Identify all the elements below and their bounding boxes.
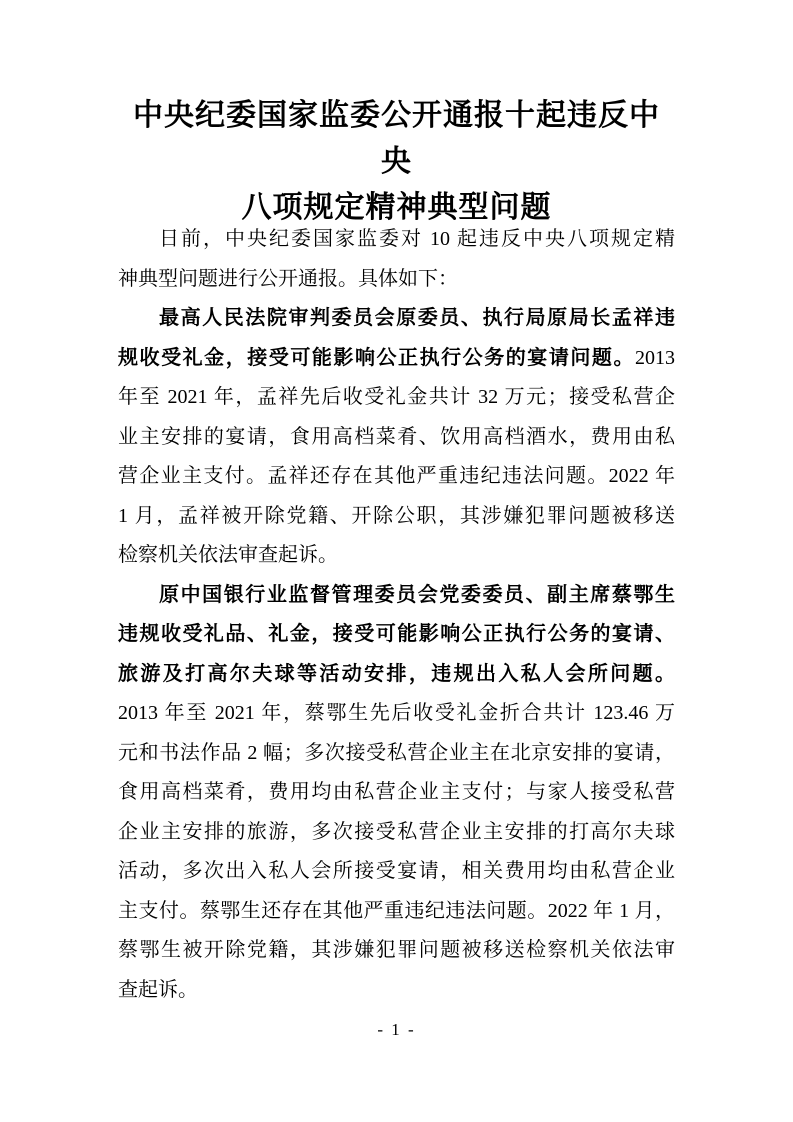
body-text: 元和书法作品 2 幅；多次接受私营企业主在北京安排的宴请， [118, 741, 675, 764]
document-line [118, 615, 675, 655]
bold-text: 最高人民法院审判委员会原委员、执行局原局长孟祥违 [159, 307, 675, 329]
bold-text: 原中国银行业监督管理委员会党委委员、副主席蔡鄂生 [159, 583, 675, 606]
body-text: 1 月，孟祥被开除党籍、开除公职，其涉嫌犯罪问题被移送 [118, 504, 675, 527]
document-line [118, 536, 675, 576]
paragraph [118, 576, 675, 1011]
bold-text: 违规收受礼品、礼金，接受可能影响公正执行公务的宴请、 [118, 623, 675, 645]
body-text: 年至 2021 年，孟祥先后收受礼金共计 32 万元；接受私营企 [118, 386, 675, 408]
body-text: 活动，多次出入私人会所接受宴请，相关费用均由私营企业 [118, 860, 675, 882]
page-number: - 1 - [377, 1020, 416, 1039]
document-line [118, 378, 675, 418]
bold-text: 旅游及打高尔夫球等活动安排，违规出入私人会所问题。 [118, 662, 675, 685]
document-title [118, 93, 675, 231]
title-line: 八项规定精神典型问题 [241, 191, 552, 224]
body-text: 营企业主支付。孟祥还存在其他严重违纪违法问题。2022 年 [118, 465, 675, 487]
body-text: 神典型问题进行公开通报。具体如下： [118, 267, 458, 290]
paragraph [118, 220, 675, 299]
document-line [118, 497, 675, 537]
body-text: 企业主安排的旅游，多次接受私营企业主安排的打高尔夫球 [118, 820, 675, 843]
document-line [118, 892, 675, 932]
document-line [118, 339, 675, 379]
body-text: 2013 年至 2021 年，蔡鄂生先后收受礼金折合共计 123.46 万 [118, 702, 675, 724]
document-line [118, 457, 675, 497]
body-text: 查起诉。 [118, 978, 198, 1001]
document-body [118, 220, 675, 1010]
body-text: 主支付。蔡鄂生还存在其他严重违纪违法问题。2022 年 1 月， [118, 899, 675, 922]
document-line [118, 971, 675, 1011]
document-line [118, 576, 675, 616]
document-line [118, 655, 675, 695]
body-text: 日前，中央纪委国家监委对 10 起违反中央八项规定精 [159, 228, 675, 250]
body-text: 蔡鄂生被开除党籍，其涉嫌犯罪问题被移送检察机关依法审 [118, 939, 675, 961]
document-line [118, 931, 675, 971]
body-text: 2013 [635, 346, 675, 369]
document-line [118, 260, 675, 300]
paragraph [118, 299, 675, 576]
document-line [118, 220, 675, 260]
document-line [118, 734, 675, 774]
document-line [118, 773, 675, 813]
body-text: 业主安排的宴请，食用高档菜肴、饮用高档酒水，费用由私 [118, 425, 675, 448]
bold-text: 规收受礼金，接受可能影响公正执行公务的宴请问题。 [118, 346, 635, 369]
document-line [118, 813, 675, 853]
document-line [118, 694, 675, 734]
body-text: 食用高档菜肴，费用均由私营企业主支付；与家人接受私营 [118, 781, 675, 803]
title-line: 中央纪委国家监委公开通报十起违反中央 [133, 99, 660, 178]
document-line [118, 852, 675, 892]
document-line [118, 299, 675, 339]
document-line [118, 418, 675, 458]
body-text: 检察机关依法审查起诉。 [118, 544, 338, 566]
